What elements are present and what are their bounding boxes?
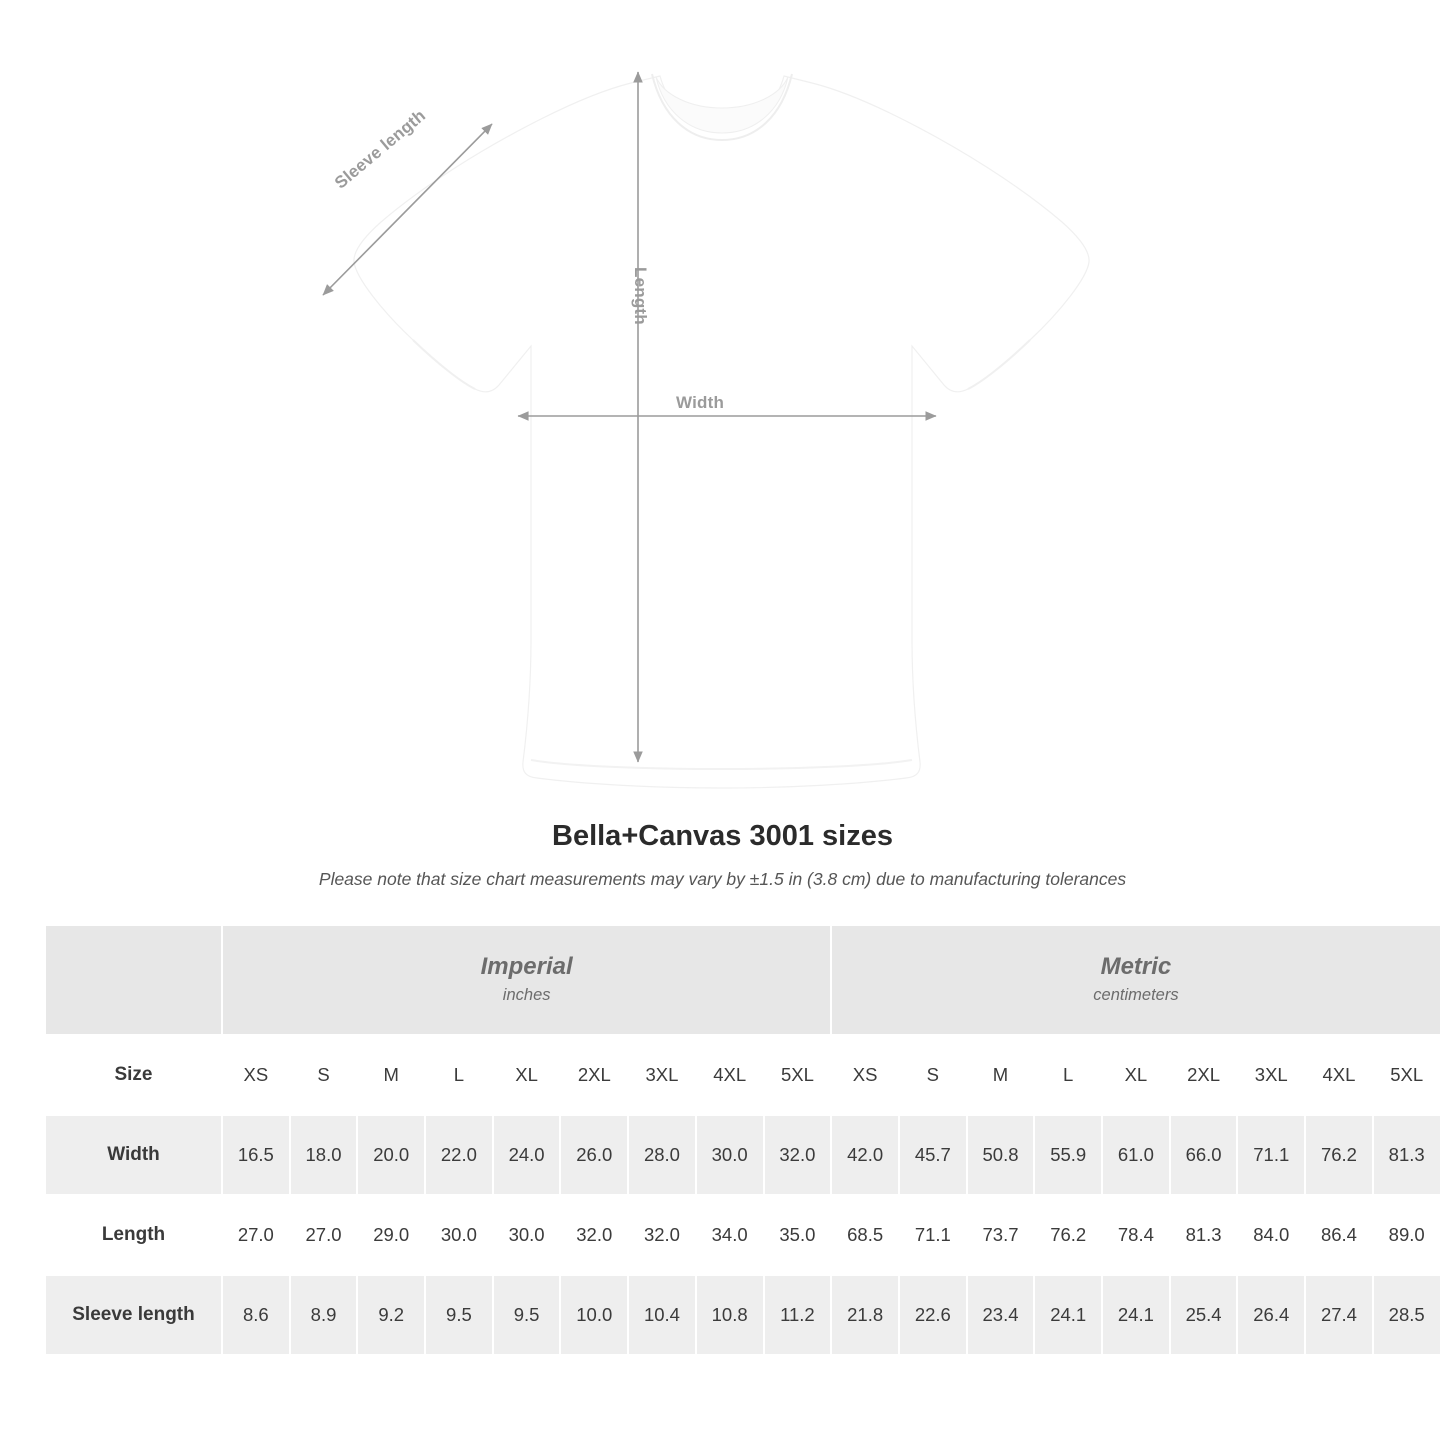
table-cell: 45.7	[900, 1116, 966, 1194]
table-cell: 25.4	[1171, 1276, 1237, 1354]
size-header-cell: XL	[1103, 1036, 1169, 1114]
row-label-width: Width	[46, 1116, 221, 1194]
table-cell: 42.0	[832, 1116, 898, 1194]
table-cell: 28.0	[629, 1116, 695, 1194]
size-header-cell: 5XL	[765, 1036, 831, 1114]
table-cell: 81.3	[1171, 1196, 1237, 1274]
table-cell: 9.5	[426, 1276, 492, 1354]
size-chart-table	[44, 924, 1442, 1356]
table-cell: 10.8	[697, 1276, 763, 1354]
table-row	[46, 1116, 1440, 1194]
table-cell: 30.0	[426, 1196, 492, 1274]
table-cell: 9.5	[494, 1276, 560, 1354]
size-header-cell: M	[358, 1036, 424, 1114]
table-cell: 32.0	[629, 1196, 695, 1274]
size-header-cell: 5XL	[1374, 1036, 1440, 1114]
size-header-cell: 2XL	[561, 1036, 627, 1114]
table-cell: 24.1	[1103, 1276, 1169, 1354]
tshirt-shape	[354, 74, 1089, 788]
chart-title: Bella+Canvas 3001 sizes	[552, 820, 893, 852]
size-header-cell: 3XL	[1238, 1036, 1304, 1114]
table-cell: 22.6	[900, 1276, 966, 1354]
table-cell: 76.2	[1035, 1196, 1101, 1274]
system-unit-imperial: inches	[502, 985, 551, 1004]
table-cell: 76.2	[1306, 1116, 1372, 1194]
table-cell: 30.0	[697, 1116, 763, 1194]
size-header-label: Size	[46, 1036, 221, 1114]
table-cell: 28.5	[1374, 1276, 1440, 1354]
table-cell: 29.0	[358, 1196, 424, 1274]
table-cell: 89.0	[1374, 1196, 1440, 1274]
table-cell: 8.6	[223, 1276, 289, 1354]
system-header-row	[46, 926, 1440, 1034]
size-header-cell: 4XL	[697, 1036, 763, 1114]
table-cell: 10.4	[629, 1276, 695, 1354]
table-cell: 66.0	[1171, 1116, 1237, 1194]
size-chart-table-wrap	[44, 924, 1425, 1356]
table-cell: 32.0	[765, 1116, 831, 1194]
table-cell: 34.0	[697, 1196, 763, 1274]
size-header-cell: XL	[494, 1036, 560, 1114]
table-cell: 21.8	[832, 1276, 898, 1354]
table-cell: 78.4	[1103, 1196, 1169, 1274]
size-header-cell: XS	[223, 1036, 289, 1114]
table-row	[46, 1276, 1440, 1354]
table-cell: 27.0	[291, 1196, 357, 1274]
table-cell: 26.0	[561, 1116, 627, 1194]
table-cell: 35.0	[765, 1196, 831, 1274]
table-cell: 84.0	[1238, 1196, 1304, 1274]
size-header-cell: S	[900, 1036, 966, 1114]
table-cell: 11.2	[765, 1276, 831, 1354]
table-cell: 73.7	[968, 1196, 1034, 1274]
system-name-imperial: Imperial	[480, 952, 573, 980]
table-cell: 8.9	[291, 1276, 357, 1354]
row-label-sleeve-length: Sleeve length	[46, 1276, 221, 1354]
table-cell: 30.0	[494, 1196, 560, 1274]
table-cell: 9.2	[358, 1276, 424, 1354]
table-cell: 24.0	[494, 1116, 560, 1194]
size-header-cell: 2XL	[1171, 1036, 1237, 1114]
table-cell: 23.4	[968, 1276, 1034, 1354]
size-header-cell: L	[1035, 1036, 1101, 1114]
size-header-cell: XS	[832, 1036, 898, 1114]
system-name-metric: Metric	[1100, 952, 1172, 980]
table-cell: 10.0	[561, 1276, 627, 1354]
table-cell: 16.5	[223, 1116, 289, 1194]
table-cell: 68.5	[832, 1196, 898, 1274]
size-header-cell: L	[426, 1036, 492, 1114]
table-cell: 27.4	[1306, 1276, 1372, 1354]
table-cell: 61.0	[1103, 1116, 1169, 1194]
chart-note: Please note that size chart measurements may vary by ±1.5 in (3.8 cm) due to manufacturing tolerances	[318, 869, 1127, 889]
table-cell: 20.0	[358, 1116, 424, 1194]
table-cell: 27.0	[223, 1196, 289, 1274]
size-header-cell: S	[291, 1036, 357, 1114]
size-header-cell: 4XL	[1306, 1036, 1372, 1114]
table-cell: 26.4	[1238, 1276, 1304, 1354]
size-header-cell: 3XL	[629, 1036, 695, 1114]
system-unit-metric: centimeters	[1093, 985, 1179, 1004]
table-cell: 22.0	[426, 1116, 492, 1194]
row-label-length: Length	[46, 1196, 221, 1274]
system-header-metric	[832, 926, 1439, 1034]
length-label: Length	[631, 267, 650, 325]
table-cell: 71.1	[900, 1196, 966, 1274]
size-header-row	[46, 1036, 1440, 1114]
width-label: Width	[676, 393, 725, 412]
table-cell: 81.3	[1374, 1116, 1440, 1194]
table-cell: 86.4	[1306, 1196, 1372, 1274]
table-cell: 32.0	[561, 1196, 627, 1274]
table-cell: 71.1	[1238, 1116, 1304, 1194]
table-row	[46, 1196, 1440, 1274]
table-cell: 18.0	[291, 1116, 357, 1194]
table-cell: 50.8	[968, 1116, 1034, 1194]
system-header-imperial	[223, 926, 830, 1034]
size-header-cell: M	[968, 1036, 1034, 1114]
sleeve-length-label: Sleeve length	[331, 105, 430, 193]
system-header-spacer	[46, 926, 221, 1034]
table-cell: 24.1	[1035, 1276, 1101, 1354]
table-cell: 55.9	[1035, 1116, 1101, 1194]
